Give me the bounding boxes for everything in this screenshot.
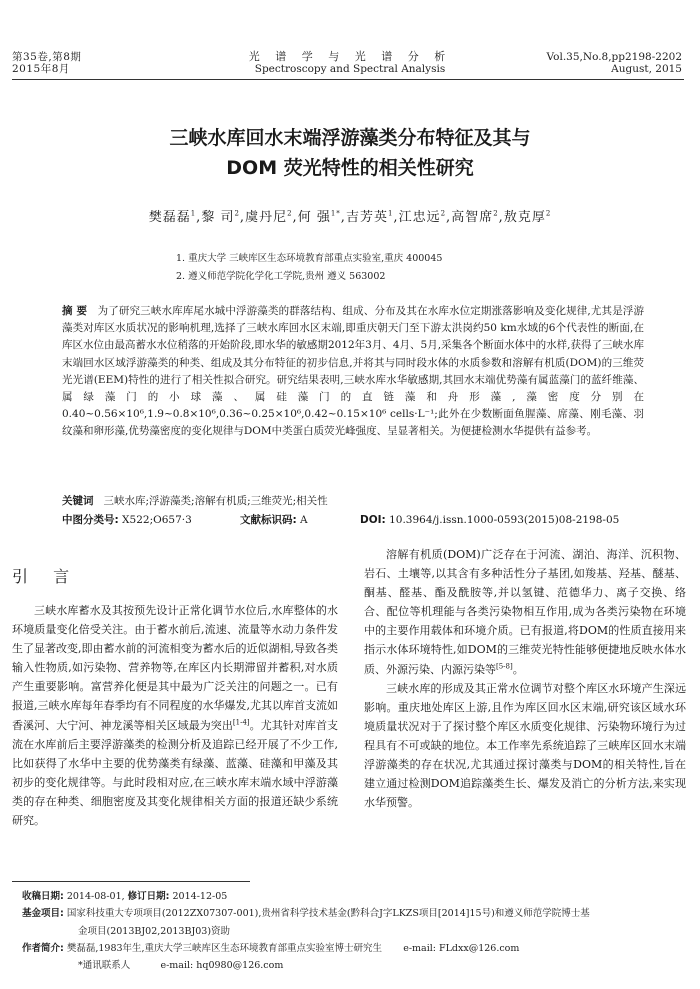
corresponding-author: [78, 959, 700, 973]
author-affiliation-mark: 1: [387, 209, 394, 218]
clc-value: X522;O657·3: [122, 514, 192, 526]
keywords-label: 关键词: [62, 495, 94, 507]
author-name: 黎 司: [201, 210, 235, 225]
intro-text: 。尤其针对库首支流在水库前后主要浮游藻类的检测分析及追踪已经开展了不少工作,比如获得了水华中主要的优势藻类有绿藻、蓝藻、硅藻和甲藻及其初步的变化规律等。与此时段相对应,在三峡水库末端水域中浮游藻类的存在种类、细胞密度及其变化规律相关方面的报道还缺少系统研究。: [12, 718, 339, 828]
volume-line: 第35卷,第8期: [12, 51, 82, 63]
abstract: [62, 303, 644, 441]
clc-label: 中图分类号:: [62, 514, 119, 526]
author-name: 江忠远: [398, 210, 441, 225]
bio-label: 作者简介:: [22, 943, 64, 954]
date-line: August, 2015: [611, 63, 682, 75]
intro-text: 三峡水库的形成及其正常水位调节对整个库区水环境产生深远影响。重庆地处库区上游,且作为库区回水区末端,研究该区域水环境质量状况对于了探讨整个库区水质变化规律、污染物环境行为过程具有不可或缺的地位。本工作率先系统追踪了三峡库区回水末端浮游藻类的存在状况,尤其通过探讨藻类与DOM的相关特性,旨在建立通过检测DOM追踪藻类生长、爆发及消亡的分析方法,来实现水华预警。: [364, 681, 686, 810]
title-line-2: DOM 荧光特性的相关性研究: [226, 157, 474, 179]
author-name: 高智席: [451, 210, 494, 225]
classification-row: [62, 513, 644, 527]
affiliation-2: 2. 遵义师范学院化学化工学院,贵州 遵义 563002: [176, 271, 386, 282]
author-separator: ,: [498, 210, 504, 225]
author-separator: ,: [292, 210, 298, 225]
year-line: 2015年8月: [12, 63, 70, 75]
doc-code-value: A: [300, 514, 308, 526]
keywords-text: 三峡水库;浮游藻类;溶解有机质;三维荧光;相关性: [103, 495, 328, 507]
abstract-label: 摘 要: [62, 305, 88, 317]
intro-left-column: [12, 601, 338, 830]
author-name: 樊磊磊: [148, 210, 191, 225]
bio-text: 樊磊磊,1983年生,重庆大学三峡库区生态环境教育部重点实验室博士研究生: [66, 943, 383, 954]
author-name: 何 强: [297, 210, 331, 225]
author-separator: ,: [393, 210, 399, 225]
author-separator: ,: [340, 210, 346, 225]
keywords: [62, 494, 644, 508]
fund-text: 国家科技重大专项项目(2012ZX07307-001),贵州省科学技术基金(黔科合J字LKZS项目[2014]15号)和遵义师范学院博士基: [66, 908, 590, 919]
abstract-text: 为了研究三峡水库库尾水城中浮游藻类的群落结构、组成、分布及其在水库水位定期涨落影响及变化规律,尤其是浮游藻类对库区水质状况的影响机理,选择了三峡水库回水区末端,即重庆朝天门至下游太洪岗约50 km水域的6个代表性的断面,在库区水位由最高蓄水水位稍落的开始阶段,即水华的敏感期2012年3月、4月、5月,采集各个断面水体中的水样,获得了三峡水库末端回水区域浮游藻类的种类、组成及其分布特征的初步信息,并将其与同时段水体的水质参数和溶解有机质(DOM)的三维荧光光谱(EEM)特性的进行了相关性拟合研究。研究结果表明,三峡水库水华敏感期,其回水末端优势藻有属蓝藻门的蓝纤维藻、属绿藻门的小球藻、属硅藻门的直链藻和舟形藻,藻密度分别在0.40~0.56×10⁶,1.9~0.8×10⁶,0.36~0.25×10⁶,0.42~0.15×10⁶ cells·L⁻¹;此外在少数断面鱼腥藻、席藻、刚毛藻、羽纹藻和卵形藻,优势藻密度的变化规律与DOM中类蛋白质荧光峰强度、呈显著相关。为便捷检测水华提供有益参考。: [62, 305, 645, 438]
fund-info: [22, 907, 682, 939]
author-affiliation-mark: 2: [234, 209, 240, 218]
fund-text-cont: 金项目(2013BJ02,2013BJ03)资助: [78, 926, 231, 937]
corr-label: *通讯联系人: [78, 960, 131, 971]
received-date: 2014-08-01,: [66, 891, 125, 902]
citation-line: Vol.35,No.8,pp2198-2202: [546, 51, 682, 63]
intro-text: 溶解有机质(DOM)广泛存在于河流、湖泊、海洋、沉积物、岩石、土壤等,以其含有多种活性分子基团,如羧基、羟基、醚基、酮基、醛基、酯及酰胺等,并以氢键、范德华力、离子交换、络合、配位等机理能与各类污染物相互作用,成为各类污染物在环境中的主要作用载体和环境介质。已有报道,将DOM的性质直接用来指示水体环境特性,如DOM的三维荧光特性能够便捷地反映水体水质、外源污染、内源污染等: [364, 548, 686, 676]
journal-citation: [547, 51, 682, 75]
corr-email: e-mail: hq0980@126.com: [160, 960, 284, 971]
paper-title: [0, 123, 700, 183]
doi-value: 10.3964/j.issn.1000-0593(2015)08-2198-05: [389, 514, 620, 526]
fund-label: 基金项目:: [22, 908, 64, 919]
doc-code-label: 文献标识码:: [240, 514, 297, 526]
author-affiliation-mark: 1: [190, 209, 197, 218]
intro-paragraph: [12, 601, 338, 830]
author-name: 虞丹尼: [245, 210, 288, 225]
intro-text: 三峡水库蓄水及其按预先设计正常化调节水位后,水库整体的水环境质量变化倍受关注。由于蓄水前后,流速、流量等水动力条件发生了显著改变,即由蓄水前的河流相变为蓄水后的近似湖相,导致各类输入性物质,如污染物、营养物等,在库区内长期滞留并蓄积,对水质产生重要影响。富营养化便是其中最为广泛关注的问题之一。已有报道,三峡水库每年春季均有不同程度的水华爆发,尤其以库首支流如香溪河、大宁河、神龙溪等相关区域最为突出: [12, 604, 338, 732]
received-dates: [22, 890, 682, 904]
footnote-rule: [12, 881, 250, 882]
author-affiliation-mark: 1*: [330, 209, 341, 218]
author-affiliation-mark: 2: [545, 209, 552, 218]
author-list: [0, 206, 700, 225]
intro-text: 。: [512, 662, 524, 676]
received-label: 收稿日期:: [22, 891, 64, 902]
author-separator: ,: [446, 210, 452, 225]
author-name: 敖克厚: [503, 210, 546, 225]
intro-right-column: [364, 545, 686, 812]
author-affiliation-mark: 2: [493, 209, 499, 218]
journal-name-cn: 光 谱 学 与 光 谱 分 析: [248, 50, 452, 63]
bio-email: e-mail: FLdxx@126.com: [403, 943, 520, 954]
journal-name-en: Spectroscopy and Spectral Analysis: [254, 63, 446, 75]
title-line-1: 三峡水库回水末端浮游藻类分布特征及其与: [169, 127, 531, 149]
citation-ref: [1-4]: [232, 717, 250, 726]
header-rule: [12, 79, 684, 80]
revised-date: 2014-12-05: [172, 891, 228, 902]
author-bio: [22, 942, 682, 956]
citation-ref: [5-8]: [496, 661, 513, 670]
author-separator: ,: [196, 210, 202, 225]
author-separator: ,: [239, 210, 246, 225]
doi-label: DOI:: [360, 514, 386, 526]
affiliation-1: 1. 重庆大学 三峡库区生态环境教育部重点实验室,重庆 400045: [176, 253, 443, 264]
author-affiliation-mark: 2: [287, 209, 293, 218]
intro-paragraph: [364, 679, 686, 813]
author-affiliation-mark: 2: [440, 209, 447, 218]
section-heading-intro: 引 言: [12, 567, 80, 586]
revised-label: 修订日期:: [127, 891, 170, 902]
intro-paragraph: [364, 545, 686, 679]
author-name: 吉芳英: [345, 210, 388, 225]
